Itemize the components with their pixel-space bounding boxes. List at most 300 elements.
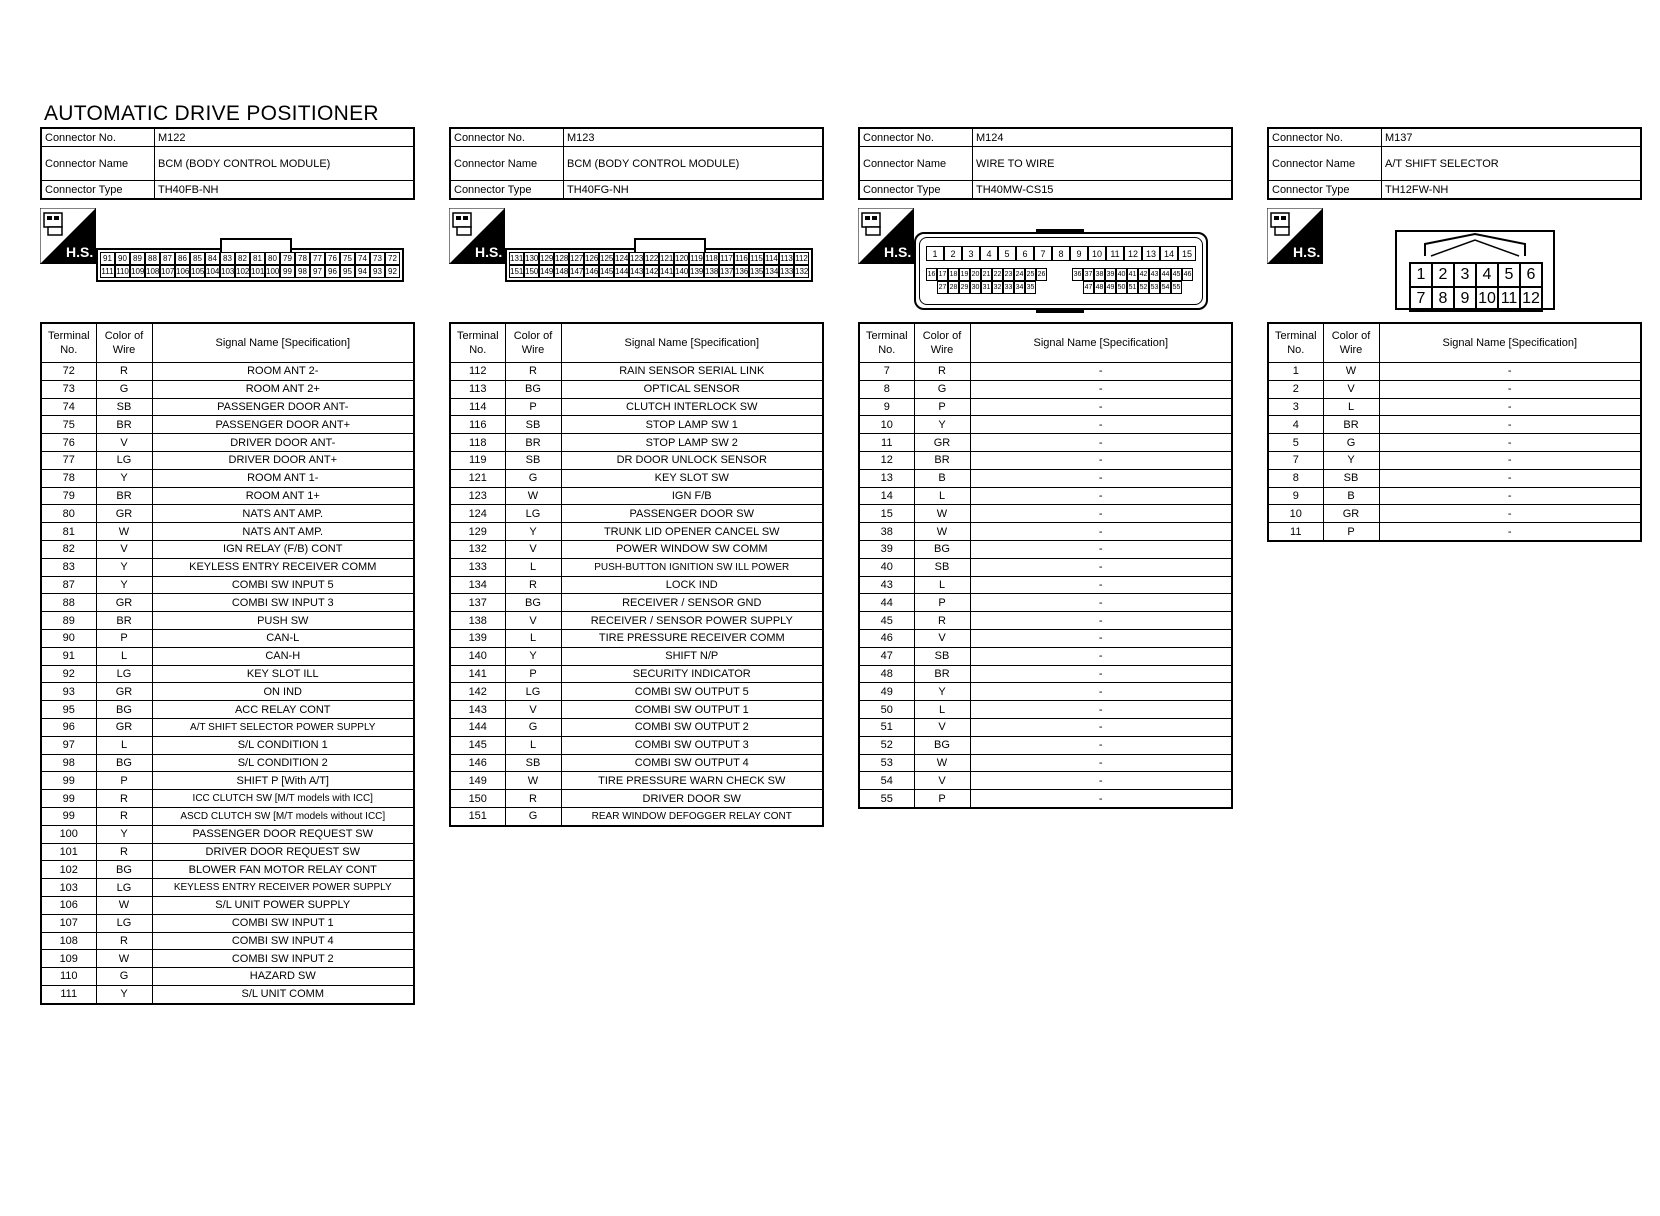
connector-pin: 148 (555, 267, 569, 276)
signal-name: PUSH SW (152, 612, 414, 630)
connector-pin: 37 (1083, 268, 1094, 281)
signal-name: - (970, 594, 1232, 612)
connector-pin: 19 (959, 268, 970, 281)
wire-color: GR (96, 594, 152, 612)
connector-pin: 112 (795, 254, 808, 263)
wire-color: G (505, 807, 561, 825)
connector-pin: 31 (981, 281, 992, 294)
terminal-no: 83 (41, 558, 96, 576)
wire-color: V (505, 612, 561, 630)
terminal-no: 142 (450, 683, 505, 701)
signal-name: - (1379, 523, 1641, 541)
connector-type-label: Connector Type (41, 181, 155, 200)
terminal-table-header (859, 323, 1232, 363)
table-row (450, 434, 823, 452)
signal-name: HAZARD SW (152, 968, 414, 986)
signal-name: ACC RELAY CONT (152, 701, 414, 719)
connector-pin: 1 (1410, 263, 1432, 287)
connector-pin: 150 (525, 267, 539, 276)
wire-color: W (505, 772, 561, 790)
terminal-no: 138 (450, 612, 505, 630)
terminal-no: 1 (1268, 363, 1323, 381)
table-row (450, 363, 823, 381)
wire-color: BG (505, 594, 561, 612)
terminal-no: 134 (450, 576, 505, 594)
signal-name: KEYLESS ENTRY RECEIVER COMM (152, 558, 414, 576)
connector-pin: 18 (948, 268, 959, 281)
signal-name: DRIVER DOOR SW (561, 790, 823, 808)
terminal-no: 107 (41, 914, 96, 932)
connector-name-label: Connector Name (1268, 147, 1382, 181)
connector-type-value: TH40FG-NH (564, 181, 824, 200)
terminal-no: 15 (859, 505, 914, 523)
table-row (450, 629, 823, 647)
connector-pin: 102 (236, 267, 250, 276)
connector-pin: 6 (1520, 263, 1542, 287)
connector-info-table (858, 127, 1233, 200)
connector-info-table (1267, 127, 1642, 200)
wire-color: BR (96, 416, 152, 434)
terminal-no: 101 (41, 843, 96, 861)
terminal-no: 52 (859, 736, 914, 754)
connector-pin: 105 (191, 267, 205, 276)
terminal-no: 51 (859, 718, 914, 736)
signal-name: - (1379, 380, 1641, 398)
table-row (859, 790, 1232, 808)
connector-pin: 122 (645, 254, 659, 263)
table-row (41, 380, 414, 398)
terminal-no: 114 (450, 398, 505, 416)
connector-pin: 79 (280, 252, 295, 265)
table-row (41, 505, 414, 523)
terminal-no: 10 (859, 416, 914, 434)
connector-pin: 46 (1182, 268, 1193, 281)
connector-pin: 20 (970, 268, 981, 281)
table-row (41, 523, 414, 541)
connector-face (914, 232, 1208, 310)
table-row (41, 701, 414, 719)
signal-name: - (970, 398, 1232, 416)
wire-color: L (1323, 398, 1379, 416)
terminal-no: 88 (41, 594, 96, 612)
connector-pin: 121 (660, 254, 674, 263)
table-row (41, 416, 414, 434)
table-row (859, 434, 1232, 452)
terminal-no-header: Terminal No. (41, 323, 96, 363)
wire-color: Y (914, 416, 970, 434)
connector-pin: 138 (705, 267, 719, 276)
wire-color: G (96, 968, 152, 986)
table-row (450, 416, 823, 434)
table-row (450, 790, 823, 808)
connector-pin: 24 (1014, 268, 1025, 281)
signal-name: DRIVER DOOR ANT+ (152, 451, 414, 469)
wire-color: LG (96, 665, 152, 683)
terminal-no: 149 (450, 772, 505, 790)
connector-pin: 133 (780, 267, 794, 276)
wire-color: SB (505, 416, 561, 434)
connector-pin: 101 (251, 267, 265, 276)
connector-pin: 9 (1070, 246, 1088, 261)
connector-pin: 34 (1014, 281, 1025, 294)
table-row (859, 754, 1232, 772)
connector-pin: 82 (235, 252, 250, 265)
connector-name-label: Connector Name (41, 147, 155, 181)
connector-pin: 109 (131, 267, 145, 276)
signal-name: ROOM ANT 1- (152, 469, 414, 487)
wire-color: BG (505, 380, 561, 398)
table-row (41, 879, 414, 897)
wire-color: R (505, 576, 561, 594)
connector-pin: 30 (970, 281, 981, 294)
connector-diagram (449, 204, 824, 314)
signal-name: COMBI SW OUTPUT 3 (561, 736, 823, 754)
connector-pin: 111 (101, 267, 114, 276)
signal-name: COMBI SW INPUT 3 (152, 594, 414, 612)
connector-no-label: Connector No. (1268, 128, 1382, 147)
connector-pin: 12 (1124, 246, 1142, 261)
terminal-no: 75 (41, 416, 96, 434)
table-row (41, 647, 414, 665)
wire-color: LG (96, 451, 152, 469)
table-row (450, 718, 823, 736)
connector-type-value: TH12FW-NH (1382, 181, 1642, 200)
connector-pin: 127 (570, 254, 584, 263)
connector-pin: 141 (660, 267, 674, 276)
terminal-no: 109 (41, 950, 96, 968)
terminal-no: 144 (450, 718, 505, 736)
hs-label: H.S. (475, 244, 503, 260)
table-row (450, 505, 823, 523)
wire-color: Y (96, 576, 152, 594)
connector-pin: 113 (780, 254, 793, 263)
connector-pin: 38 (1094, 268, 1105, 281)
terminal-table (449, 322, 824, 827)
wire-color: P (914, 594, 970, 612)
wire-color: G (505, 718, 561, 736)
table-row (450, 398, 823, 416)
table-row (859, 487, 1232, 505)
terminal-no: 9 (859, 398, 914, 416)
connector-pin: 12 (1520, 287, 1542, 311)
connector-no-value: M137 (1382, 128, 1642, 147)
signal-name: A/T SHIFT SELECTOR POWER SUPPLY (152, 718, 414, 736)
table-row (41, 594, 414, 612)
table-row (859, 540, 1232, 558)
wire-color: BR (505, 434, 561, 452)
connector-pin: 97 (310, 265, 325, 278)
terminal-no: 119 (450, 451, 505, 469)
table-row (450, 380, 823, 398)
wire-color: SB (505, 754, 561, 772)
wire-color: L (96, 736, 152, 754)
connector-pin: 9 (1454, 287, 1476, 311)
terminal-no: 54 (859, 772, 914, 790)
signal-name: DRIVER DOOR ANT- (152, 434, 414, 452)
terminal-no: 123 (450, 487, 505, 505)
terminal-no: 11 (1268, 523, 1323, 541)
signal-name: PUSH-BUTTON IGNITION SW ILL POWER (561, 558, 823, 576)
table-row (859, 594, 1232, 612)
connector-pin: 7 (1034, 246, 1052, 261)
connector-pin: 86 (175, 252, 190, 265)
signal-name: CAN-H (152, 647, 414, 665)
table-row (859, 772, 1232, 790)
terminal-no: 110 (41, 968, 96, 986)
connector-pin: 22 (992, 268, 1003, 281)
connector-pin: 85 (190, 252, 205, 265)
connector-pin: 129 (540, 254, 554, 263)
wire-color: P (505, 665, 561, 683)
terminal-no: 141 (450, 665, 505, 683)
signal-name: - (1379, 398, 1641, 416)
wire-color: W (505, 487, 561, 505)
table-row (450, 736, 823, 754)
connector-name-value: BCM (BODY CONTROL MODULE) (155, 147, 415, 181)
wire-color: R (96, 932, 152, 950)
connector-type-value: TH40MW-CS15 (973, 181, 1233, 200)
wire-color: V (914, 772, 970, 790)
wire-color: V (1323, 380, 1379, 398)
signal-name: BLOWER FAN MOTOR RELAY CONT (152, 861, 414, 879)
connector-pin: 120 (675, 254, 689, 263)
signal-name: - (1379, 469, 1641, 487)
connector-pin: 11 (1106, 246, 1124, 261)
wire-color: Y (96, 558, 152, 576)
terminal-no: 99 (41, 807, 96, 825)
connector-pin: 7 (1410, 287, 1432, 311)
terminal-no: 55 (859, 790, 914, 808)
connector-pin: 135 (750, 267, 764, 276)
connector-pin: 35 (1025, 281, 1036, 294)
table-row (41, 629, 414, 647)
terminal-no: 103 (41, 879, 96, 897)
signal-name: IGN F/B (561, 487, 823, 505)
wire-color: BG (96, 754, 152, 772)
table-row (450, 451, 823, 469)
connector-pin: 51 (1127, 281, 1138, 294)
connector-pin: 144 (615, 267, 629, 276)
terminal-no: 150 (450, 790, 505, 808)
terminal-no: 151 (450, 807, 505, 825)
terminal-no: 108 (41, 932, 96, 950)
signal-name: POWER WINDOW SW COMM (561, 540, 823, 558)
wire-color: GR (96, 505, 152, 523)
table-row (41, 932, 414, 950)
wire-color: Y (505, 647, 561, 665)
signal-name: KEY SLOT SW (561, 469, 823, 487)
connector-pin: 93 (370, 265, 385, 278)
connector-pin: 4 (980, 246, 998, 261)
wire-color: G (914, 380, 970, 398)
connector-pin: 10 (1088, 246, 1106, 261)
terminal-no: 93 (41, 683, 96, 701)
wire-color: P (914, 790, 970, 808)
signal-name: SHIFT N/P (561, 647, 823, 665)
signal-name: - (970, 612, 1232, 630)
table-row (450, 612, 823, 630)
signal-name: PASSENGER DOOR REQUEST SW (152, 825, 414, 843)
table-row (41, 985, 414, 1003)
signal-name: CLUTCH INTERLOCK SW (561, 398, 823, 416)
wire-color: L (914, 487, 970, 505)
connector-pin: 42 (1138, 268, 1149, 281)
signal-name: SHIFT P [With A/T] (152, 772, 414, 790)
connector-pin: 44 (1160, 268, 1171, 281)
terminal-no: 13 (859, 469, 914, 487)
signal-name: OPTICAL SENSOR (561, 380, 823, 398)
terminal-no: 11 (859, 434, 914, 452)
signal-name: - (970, 629, 1232, 647)
signal-name: DR DOOR UNLOCK SENSOR (561, 451, 823, 469)
connector-pin: 36 (1072, 268, 1083, 281)
terminal-no: 112 (450, 363, 505, 381)
connector-m124 (858, 127, 1233, 809)
table-row (450, 540, 823, 558)
signal-name: COMBI SW OUTPUT 4 (561, 754, 823, 772)
wire-color: LG (505, 683, 561, 701)
wire-color: SB (914, 647, 970, 665)
wire-color: G (1323, 434, 1379, 452)
wire-color: G (96, 380, 152, 398)
signal-name: KEY SLOT ILL (152, 665, 414, 683)
signal-name: - (1379, 434, 1641, 452)
signal-name-header: Signal Name [Specification] (561, 323, 823, 363)
table-row (450, 523, 823, 541)
table-row (1268, 363, 1641, 381)
wire-color: V (96, 434, 152, 452)
connector-info-table (449, 127, 824, 200)
terminal-no: 40 (859, 558, 914, 576)
connector-pin: 21 (981, 268, 992, 281)
terminal-no: 124 (450, 505, 505, 523)
signal-name: TIRE PRESSURE RECEIVER COMM (561, 629, 823, 647)
terminal-no: 49 (859, 683, 914, 701)
wire-color: W (96, 896, 152, 914)
signal-name: STOP LAMP SW 1 (561, 416, 823, 434)
table-row (859, 451, 1232, 469)
table-row (450, 701, 823, 719)
connector-pin: 98 (295, 265, 310, 278)
table-row (41, 398, 414, 416)
connector-diagram (1267, 204, 1642, 314)
signal-name: - (970, 416, 1232, 434)
wire-color: R (914, 612, 970, 630)
table-row (859, 398, 1232, 416)
connector-pin: 81 (250, 252, 265, 265)
connector-pin: 151 (510, 267, 524, 276)
terminal-no: 77 (41, 451, 96, 469)
wire-color: BR (96, 612, 152, 630)
table-row (859, 363, 1232, 381)
color-of-wire-header: Color of Wire (96, 323, 152, 363)
connector-pin: 146 (585, 267, 599, 276)
signal-name: - (1379, 416, 1641, 434)
connector-pin: 99 (280, 265, 295, 278)
connector-type-label: Connector Type (450, 181, 564, 200)
terminal-no: 95 (41, 701, 96, 719)
connector-name-value: BCM (BODY CONTROL MODULE) (564, 147, 824, 181)
table-row (859, 629, 1232, 647)
signal-name: COMBI SW INPUT 5 (152, 576, 414, 594)
terminal-no: 50 (859, 701, 914, 719)
connector-pin: 72 (385, 252, 400, 265)
wire-color: R (505, 363, 561, 381)
wire-color: Y (96, 469, 152, 487)
connector-pin: 128 (555, 254, 569, 263)
signal-name: KEYLESS ENTRY RECEIVER POWER SUPPLY (152, 879, 414, 897)
signal-name: PASSENGER DOOR ANT- (152, 398, 414, 416)
signal-name: - (970, 451, 1232, 469)
terminal-no: 118 (450, 434, 505, 452)
table-row (41, 558, 414, 576)
signal-name: - (970, 647, 1232, 665)
connector-pin: 94 (355, 265, 370, 278)
signal-name: - (970, 363, 1232, 381)
connector-pin: 50 (1116, 281, 1127, 294)
signal-name: - (970, 558, 1232, 576)
signal-name: S/L UNIT POWER SUPPLY (152, 896, 414, 914)
signal-name: - (970, 701, 1232, 719)
connector-pin: 8 (1432, 287, 1454, 311)
connector-pin: 43 (1149, 268, 1160, 281)
wire-color: R (914, 363, 970, 381)
connector-pin: 6 (1016, 246, 1034, 261)
table-row (41, 968, 414, 986)
signal-name: COMBI SW INPUT 4 (152, 932, 414, 950)
connector-no-label: Connector No. (450, 128, 564, 147)
terminal-no: 143 (450, 701, 505, 719)
terminal-no: 111 (41, 985, 96, 1003)
terminal-no: 139 (450, 629, 505, 647)
wire-color: BR (1323, 416, 1379, 434)
signal-name: - (970, 736, 1232, 754)
terminal-no: 78 (41, 469, 96, 487)
wire-color: LG (96, 879, 152, 897)
table-row (1268, 398, 1641, 416)
signal-name: PASSENGER DOOR ANT+ (152, 416, 414, 434)
terminal-table-header (41, 323, 414, 363)
wire-color: P (505, 398, 561, 416)
signal-name: COMBI SW OUTPUT 2 (561, 718, 823, 736)
signal-name: - (970, 718, 1232, 736)
connector-pin: 106 (176, 267, 190, 276)
wire-color: P (96, 772, 152, 790)
terminal-no: 106 (41, 896, 96, 914)
signal-name: RAIN SENSOR SERIAL LINK (561, 363, 823, 381)
signal-name: - (970, 754, 1232, 772)
signal-name: ON IND (152, 683, 414, 701)
connector-pin: 14 (1160, 246, 1178, 261)
connector-pin: 1 (926, 246, 944, 261)
connector-lock-tab (634, 238, 706, 252)
table-row (1268, 434, 1641, 452)
connector-pin: 73 (370, 252, 385, 265)
wire-color: P (914, 398, 970, 416)
terminal-no: 46 (859, 629, 914, 647)
terminal-no: 8 (1268, 469, 1323, 487)
connector-pin: 92 (385, 265, 400, 278)
table-row (1268, 505, 1641, 523)
wire-color: V (505, 540, 561, 558)
wire-color: Y (96, 985, 152, 1003)
wire-color: B (914, 469, 970, 487)
table-row (859, 523, 1232, 541)
terminal-no: 132 (450, 540, 505, 558)
wire-color: LG (505, 505, 561, 523)
connector-pin: 87 (160, 252, 175, 265)
wire-color: BG (96, 861, 152, 879)
